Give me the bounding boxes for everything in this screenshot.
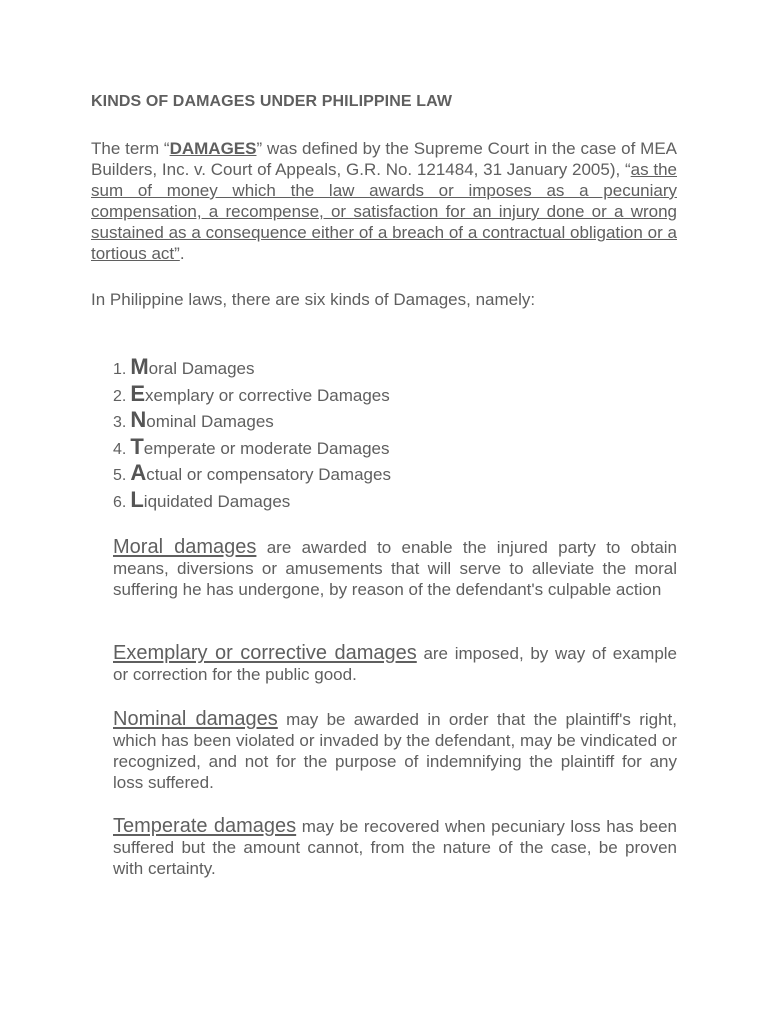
- list-item: [113, 407, 391, 434]
- nominal-damages-definition: [113, 709, 677, 793]
- list-number: 1.: [113, 361, 127, 378]
- list-number: 4.: [113, 440, 127, 458]
- definition-term: Moral damages: [113, 536, 257, 558]
- definition-text: may be awarded in order that the plaintiff's right, which has been violated or invaded by the defendant, may be vindicated or recognized, and not for the purpose of indemnifying the plaintiff for any loss suffered.: [113, 710, 677, 792]
- moral-damages-definition: [113, 537, 677, 600]
- supreme-court-quote: as the sum of money which the law awards or imposes as a pecuniary compensation, a recompense, or satisfaction for an injury done or a wrong sustained as a consequence either of a breach of a contractual obligation or a tortious act”: [91, 160, 677, 263]
- list-item: [113, 487, 391, 514]
- definition-text: may be recovered when pecuniary loss has been suffered but the amount cannot, from the nature of the case, be proven with certainty.: [113, 817, 677, 878]
- initial-letter: N: [130, 407, 147, 433]
- kinds-lead-sentence: In Philippine laws, there are six kinds of Damages, namely:: [91, 290, 536, 309]
- intro-text-middle: ” was defined by the Supreme Court in the case of MEA Builders, Inc. v. Court of Appeals, G.R. No. 121484, 31 January 2005), “: [91, 139, 677, 179]
- initial-letter: A: [130, 460, 147, 486]
- intro-text-start: The term “: [91, 139, 170, 158]
- document-title: KINDS OF DAMAGES UNDER PHILIPPINE LAW: [91, 93, 453, 110]
- definition-term: Exemplary or corrective damages: [113, 642, 417, 664]
- list-item-text: ominal Damages: [146, 412, 274, 432]
- list-number: 2.: [113, 387, 127, 405]
- list-item-text: iquidated Damages: [143, 491, 291, 511]
- intro-paragraph: [91, 138, 677, 264]
- definition-term: Temperate damages: [113, 815, 297, 837]
- initial-letter: T: [130, 433, 144, 459]
- list-item-text: emperate or moderate Damages: [143, 438, 390, 458]
- initial-letter: E: [130, 380, 146, 406]
- initial-letter: L: [130, 486, 144, 512]
- list-item-text: ctual or compensatory Damages: [146, 465, 391, 485]
- list-number: 5.: [113, 467, 127, 485]
- list-number: 3.: [113, 414, 127, 432]
- list-item-text: oral Damages: [148, 359, 255, 378]
- definition-term: Nominal damages: [113, 708, 278, 730]
- list-item-text: xemplary or corrective Damages: [145, 385, 390, 405]
- definition-text: are imposed, by way of example or correction for the public good.: [113, 644, 678, 684]
- kinds-of-damages-list: [113, 354, 391, 514]
- list-item: [113, 381, 391, 408]
- intro-text-end: .: [179, 244, 185, 263]
- list-item: [113, 354, 391, 381]
- initial-letter: M: [130, 354, 149, 379]
- damages-term: DAMAGES: [169, 139, 257, 158]
- list-item: [113, 434, 391, 461]
- temperate-damages-definition: [113, 816, 677, 879]
- exemplary-damages-definition: [113, 643, 677, 685]
- list-number: 6.: [113, 493, 127, 511]
- definition-text: are awarded to enable the injured party to obtain means, diversions or amusements that will serve to alleviate the moral suffering he has undergone, by reason of the defendant's culpable action: [113, 538, 677, 599]
- list-item: [113, 460, 391, 487]
